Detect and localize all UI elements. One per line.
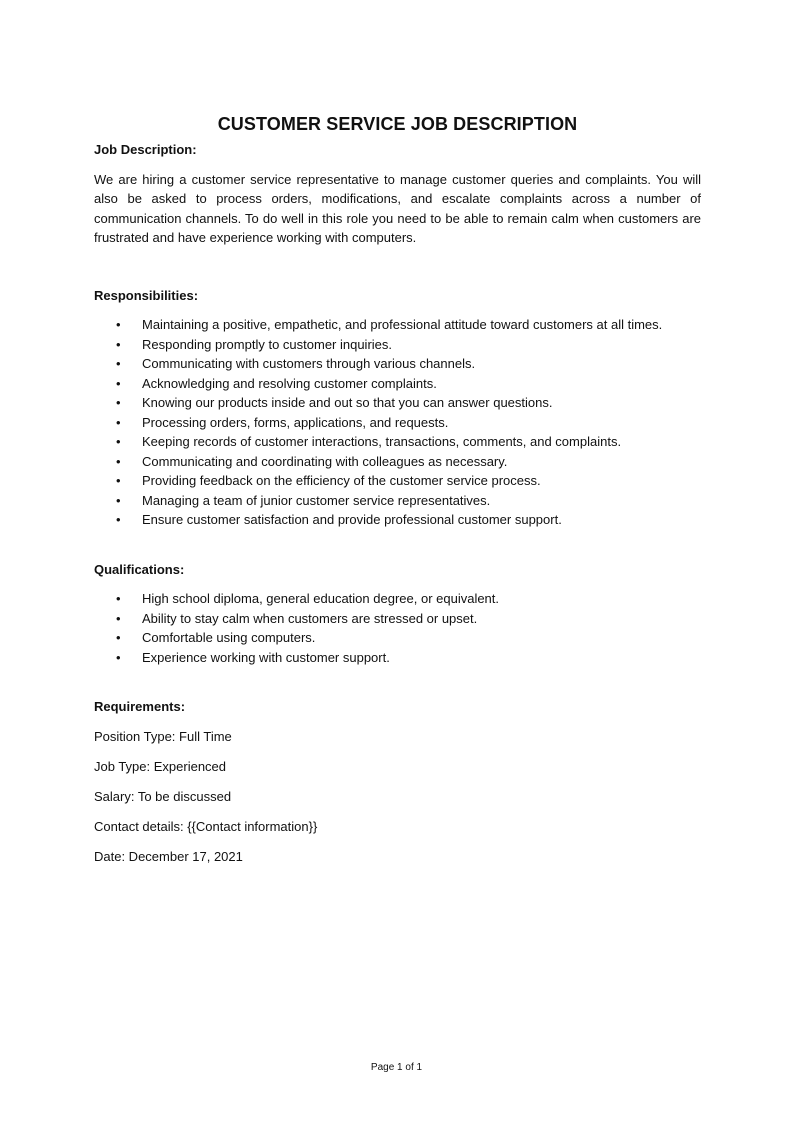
list-item [94,432,701,452]
responsibilities-heading: Responsibilities: [94,287,199,303]
bullet-icon: • [116,610,121,626]
list-item [94,413,701,433]
list-item [94,315,701,335]
list-item-text: High school diploma, general education degree, or equivalent. [142,591,500,606]
list-item [94,648,701,668]
bullet-icon: • [116,492,121,508]
list-item-text: Keeping records of customer interactions, transactions, comments, and complaints. [142,434,622,449]
requirements-heading: Requirements: [94,699,186,714]
list-item [94,471,701,491]
list-item-text: Ability to stay calm when customers are stressed or upset. [142,610,478,626]
list-item [94,452,701,472]
list-item-text: Knowing our products inside and out so that you can answer questions. [142,395,553,410]
list-item-text: Maintaining a positive, empathetic, and professional attitude toward customers at all times. [142,317,663,332]
bullet-icon: • [116,375,121,391]
spacer [94,530,701,560]
bullet-icon: • [116,591,121,606]
qualifications-list [94,589,701,667]
position-type: Position Type: Full Time [94,728,232,744]
page-number: Page 1 of 1 [370,1062,423,1073]
document-date: Date: December 17, 2021 [94,848,243,864]
job-description-heading: Job Description: [94,142,197,157]
list-item-text: Acknowledging and resolving customer complaints. [142,375,437,391]
list-item-text: Comfortable using computers. [142,630,316,645]
qualifications-heading: Qualifications: [94,561,185,577]
list-item-text: Processing orders, forms, applications, and requests. [142,414,449,430]
spacer [94,248,701,286]
bullet-icon: • [116,473,121,488]
spacer [94,667,701,697]
list-item-text: Ensure customer satisfaction and provide professional customer support. [142,512,562,527]
list-item [94,354,701,374]
bullet-icon: • [116,317,121,332]
list-item [94,609,701,629]
list-item-text: Communicating and coordinating with colleagues as necessary. [142,453,508,469]
list-item-text: Responding promptly to customer inquiries. [142,336,393,352]
list-item-text: Experience working with customer support. [142,649,390,665]
list-item [94,393,701,413]
list-item [94,491,701,511]
list-item-text: Managing a team of junior customer service representatives. [142,492,491,508]
bullet-icon: • [116,336,121,352]
document-title: CUSTOMER SERVICE JOB DESCRIPTION [217,114,578,134]
responsibilities-list [94,315,701,530]
document-body [94,112,701,877]
bullet-icon: • [116,630,121,645]
list-item-text: Communicating with customers through various channels. [142,356,476,371]
bullet-icon: • [116,649,121,665]
bullet-icon: • [116,356,121,371]
list-item [94,374,701,394]
bullet-icon: • [116,414,121,430]
bullet-icon: • [116,512,121,527]
list-item-text: Providing feedback on the efficiency of the customer service process. [142,473,541,488]
list-item [94,335,701,355]
bullet-icon: • [116,395,121,410]
bullet-icon: • [116,453,121,469]
contact-details: Contact details: {{Contact information}} [94,818,318,834]
bullet-icon: • [116,434,121,449]
list-item [94,628,701,648]
list-item [94,510,701,530]
job-type: Job Type: Experienced [94,758,227,774]
job-description-paragraph: We are hiring a customer service representative to manage customer queries and complaints. You will also be asked to process orders, modifications, and escalate complaints across a number of communication channels. To do well in this role you need to be able to remain calm when customers are frustrated and have experience working with computers. [94,171,701,245]
list-item [94,589,701,609]
salary: Salary: To be discussed [94,788,232,804]
